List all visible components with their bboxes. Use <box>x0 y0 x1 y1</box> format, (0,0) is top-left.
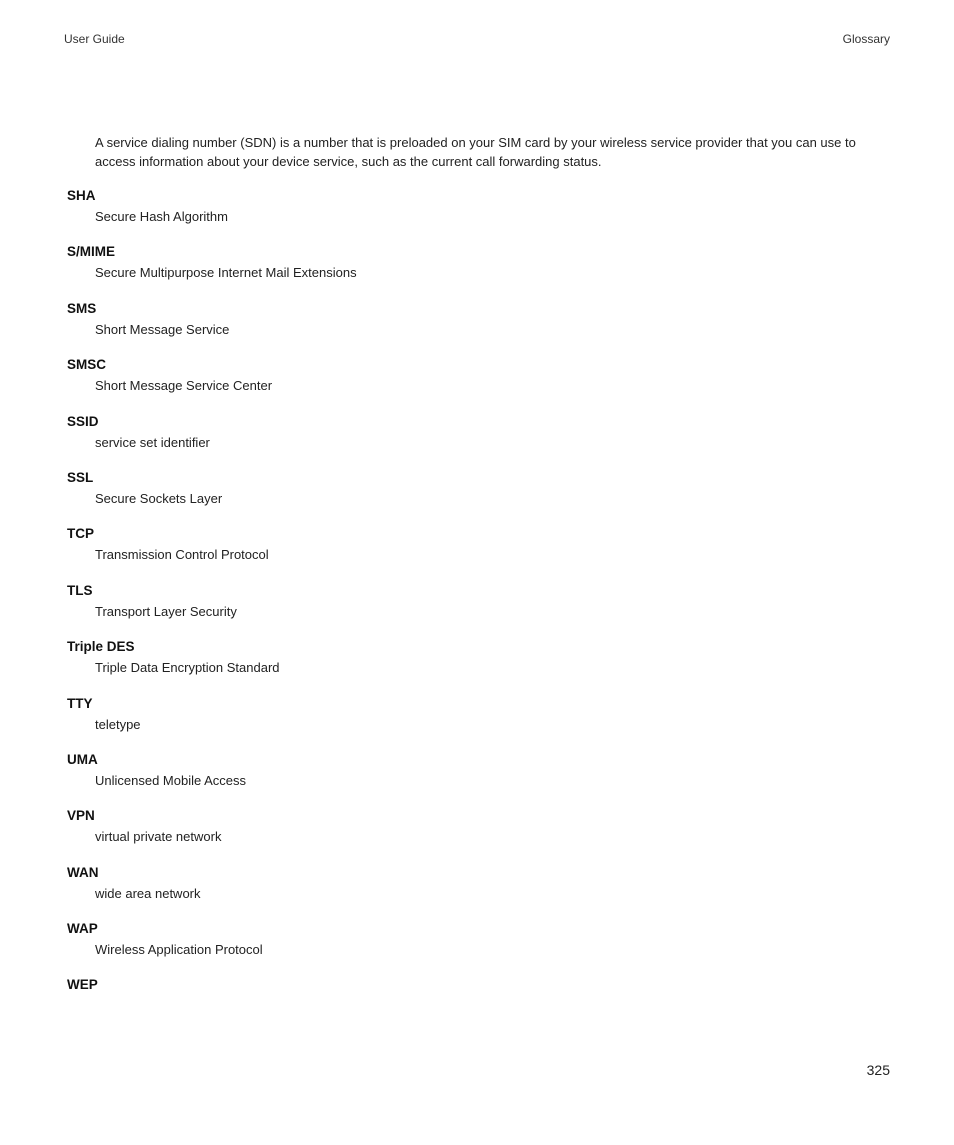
glossary-entry-uma <box>67 750 887 806</box>
glossary-entry-tls <box>67 581 887 637</box>
glossary-entry-sha <box>67 186 887 242</box>
glossary-term: SHA <box>67 188 96 203</box>
glossary-entry-ssid <box>67 412 887 468</box>
running-header-section: Glossary <box>842 32 890 46</box>
glossary-definition: virtual private network <box>95 829 222 845</box>
glossary-definition: Transport Layer Security <box>95 603 237 619</box>
glossary-term: SSID <box>67 413 99 429</box>
glossary-term: SSL <box>67 469 94 485</box>
glossary-definition: Secure Multipurpose Internet Mail Extensions <box>95 265 357 281</box>
glossary-entry-wap <box>67 919 887 975</box>
sdn-definition-text: A service dialing number (SDN) is a number that is preloaded on your SIM card by your wireless service provider that you can use to access information about your device service, such as the current call forwarding status. <box>95 135 856 169</box>
glossary-definition: service set identifier <box>95 434 210 450</box>
glossary-definition: wide area network <box>95 885 201 901</box>
glossary-term: WAN <box>67 864 99 880</box>
glossary-entry-smsc <box>67 355 887 411</box>
glossary-term: Triple DES <box>67 639 135 655</box>
glossary-entry-wan <box>67 863 887 919</box>
glossary-definition: Secure Sockets Layer <box>95 490 223 506</box>
glossary-term: S/MIME <box>67 244 116 260</box>
glossary-term: UMA <box>67 751 98 767</box>
glossary-definition: Short Message Service <box>95 321 230 337</box>
running-header-title: User Guide <box>64 32 125 46</box>
glossary-definition: Transmission Control Protocol <box>95 547 269 563</box>
glossary-term: WEP <box>67 977 98 993</box>
glossary-term: SMS <box>67 300 97 316</box>
glossary-entry-vpn <box>67 806 887 862</box>
glossary-list <box>67 186 887 1032</box>
glossary-definition: Triple Data Encryption Standard <box>95 660 280 676</box>
glossary-definition: Unlicensed Mobile Access <box>95 772 247 788</box>
glossary-term: TTY <box>67 695 93 711</box>
glossary-term: TCP <box>67 526 94 542</box>
glossary-entry-triple-des <box>67 637 887 693</box>
glossary-definition: Wireless Application Protocol <box>95 942 263 958</box>
glossary-definition: Secure Hash Algorithm <box>95 209 228 224</box>
glossary-term: WAP <box>67 921 98 937</box>
page-number: 325 <box>866 1062 890 1078</box>
glossary-entry-tty <box>67 694 887 750</box>
glossary-entry-ssl <box>67 468 887 524</box>
glossary-term: SMSC <box>67 357 107 373</box>
glossary-entry-sms <box>67 299 887 355</box>
glossary-entry-wep <box>67 975 887 1031</box>
glossary-term: VPN <box>67 808 95 824</box>
glossary-definition: Short Message Service Center <box>95 378 273 394</box>
glossary-entry-tcp <box>67 524 887 580</box>
glossary-entry-smime <box>67 242 887 298</box>
glossary-definition: teletype <box>95 716 141 732</box>
glossary-term: TLS <box>67 582 93 598</box>
